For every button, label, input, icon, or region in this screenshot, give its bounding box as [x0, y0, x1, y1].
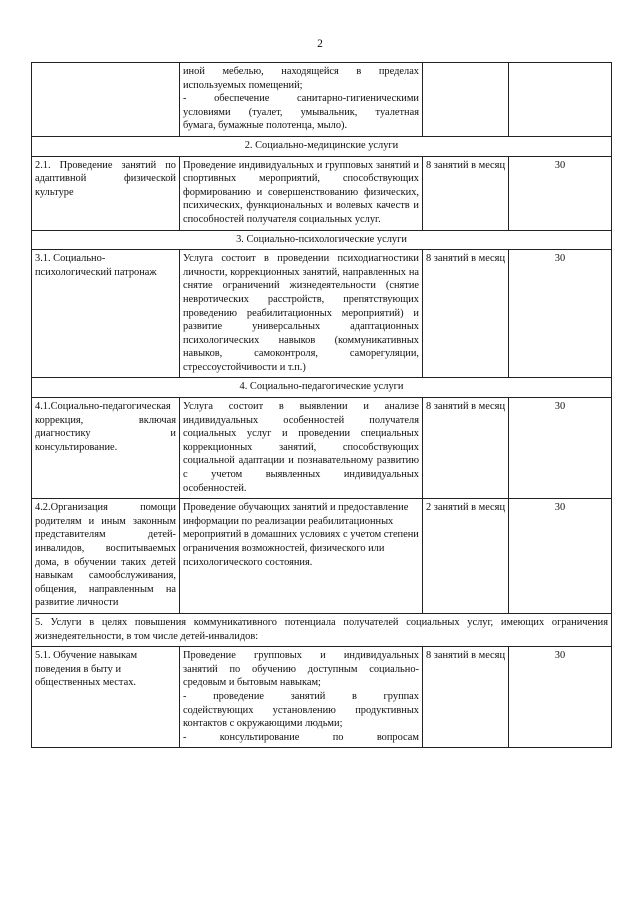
- service-value: 30: [509, 647, 612, 748]
- table-row: [32, 499, 612, 614]
- table-row: [32, 156, 612, 230]
- table-row: [32, 398, 612, 499]
- desc-line: занятий по обучению доступным социально-: [183, 663, 419, 675]
- service-value: 30: [509, 250, 612, 378]
- service-value: 30: [509, 398, 612, 499]
- cell-frequency: [423, 63, 509, 137]
- service-description: Проведение индивидуальных и групповых занятий и спортивных мероприятий, способствующих формированию и совершенствованию физических, психических, функциональных и волевых качеств и способностей получателя социальных услуг.: [180, 156, 423, 230]
- cell-description: [180, 63, 423, 137]
- desc-line: контактов с окружающими людьми;: [183, 718, 343, 730]
- service-frequency: 2 занятий в месяц: [423, 499, 509, 614]
- section-title: 4. Социально-педагогические услуги: [32, 378, 612, 398]
- service-description: Услуга состоит в проведении психодиагностики личности, коррекционных занятий, направленных на снятие ограничений жизнедеятельности (снятие невротических расстройств, препятствующих проведению реабилитационных мероприятий) и развитие универсальных адаптационных психологических навыков (коммуникативных навыков, самоконтроля, саморегуляции, стрессоустойчивости и т.п.): [180, 250, 423, 378]
- service-frequency: 8 занятий в месяц: [423, 398, 509, 499]
- section-title: 3. Социально-психологические услуги: [32, 230, 612, 250]
- cell-name: [32, 63, 180, 137]
- services-table: [31, 62, 612, 748]
- service-name: 4.2.Организация помощи родителям и иным законным представителям детей-инвалидов, воспитываемых дома, в обучении таких детей навыкам самообслуживания, общения, направленным на развитие личности: [32, 499, 180, 614]
- section-header-row: [32, 613, 612, 646]
- section-header-row: [32, 230, 612, 250]
- service-name: 5.1. Обучение навыкам поведения в быту и общественных местах.: [32, 647, 180, 748]
- table-row-continued: [32, 63, 612, 137]
- service-value: 30: [509, 156, 612, 230]
- desc-line: иной мебелью, находящейся в пределах: [183, 66, 419, 77]
- desc-line: используемых помещений;: [183, 79, 303, 91]
- service-description: Услуга состоит в выявлении и анализе индивидуальных особенностей получателя социальных услуг и проведении специальных коррекционных занятий, способствующих социальной адаптации и познавательному развитию с учетом выявленных индивидуальных особенностей.: [180, 398, 423, 499]
- service-frequency: 8 занятий в месяц: [423, 647, 509, 748]
- desc-line: средовым и бытовым навыкам;: [183, 677, 321, 689]
- desc-line: - консультирование по вопросам: [183, 731, 419, 743]
- section-title: 5. Услуги в целях повышения коммуникативного потенциала получателей социальных услуг, имеющих ограничения жизнедеятельности, в том числе детей-инвалидов:: [32, 613, 612, 646]
- service-name: 2.1. Проведение занятий по адаптивной физической культуре: [32, 156, 180, 230]
- cell-value: [509, 63, 612, 137]
- section-title: 2. Социально-медицинские услуги: [32, 136, 612, 156]
- section-header-row: [32, 378, 612, 398]
- page-number: 2: [317, 38, 323, 50]
- desc-line: Проведение групповых и индивидуальных: [183, 650, 419, 662]
- desc-line: бумага, бумажные полотенца, мыло).: [183, 120, 348, 132]
- service-value: 30: [509, 499, 612, 614]
- service-frequency: 8 занятий в месяц: [423, 156, 509, 230]
- service-frequency: 8 занятий в месяц: [423, 250, 509, 378]
- service-name: 3.1. Социально-психологический патронаж: [32, 250, 180, 378]
- desc-line: условиями (туалет, умывальник, туалетная: [183, 106, 419, 118]
- service-description: Проведение обучающих занятий и предоставление информации по реализации реабилитационных мероприятий в домашних условиях с учетом степени ограничения возможностей, физического или психологического состояния.: [180, 499, 423, 614]
- desc-line: - проведение занятий в группах: [183, 690, 419, 702]
- section-header-row: [32, 136, 612, 156]
- service-description: [180, 647, 423, 748]
- table-row: [32, 647, 612, 748]
- service-name: 4.1.Социально-педагогическая коррекция, включая диагностику и консультирование.: [32, 398, 180, 499]
- desc-line: - обеспечение санитарно-гигиеническими: [183, 93, 419, 105]
- desc-line: содействующих установлению продуктивных: [183, 704, 419, 716]
- table-row: [32, 250, 612, 378]
